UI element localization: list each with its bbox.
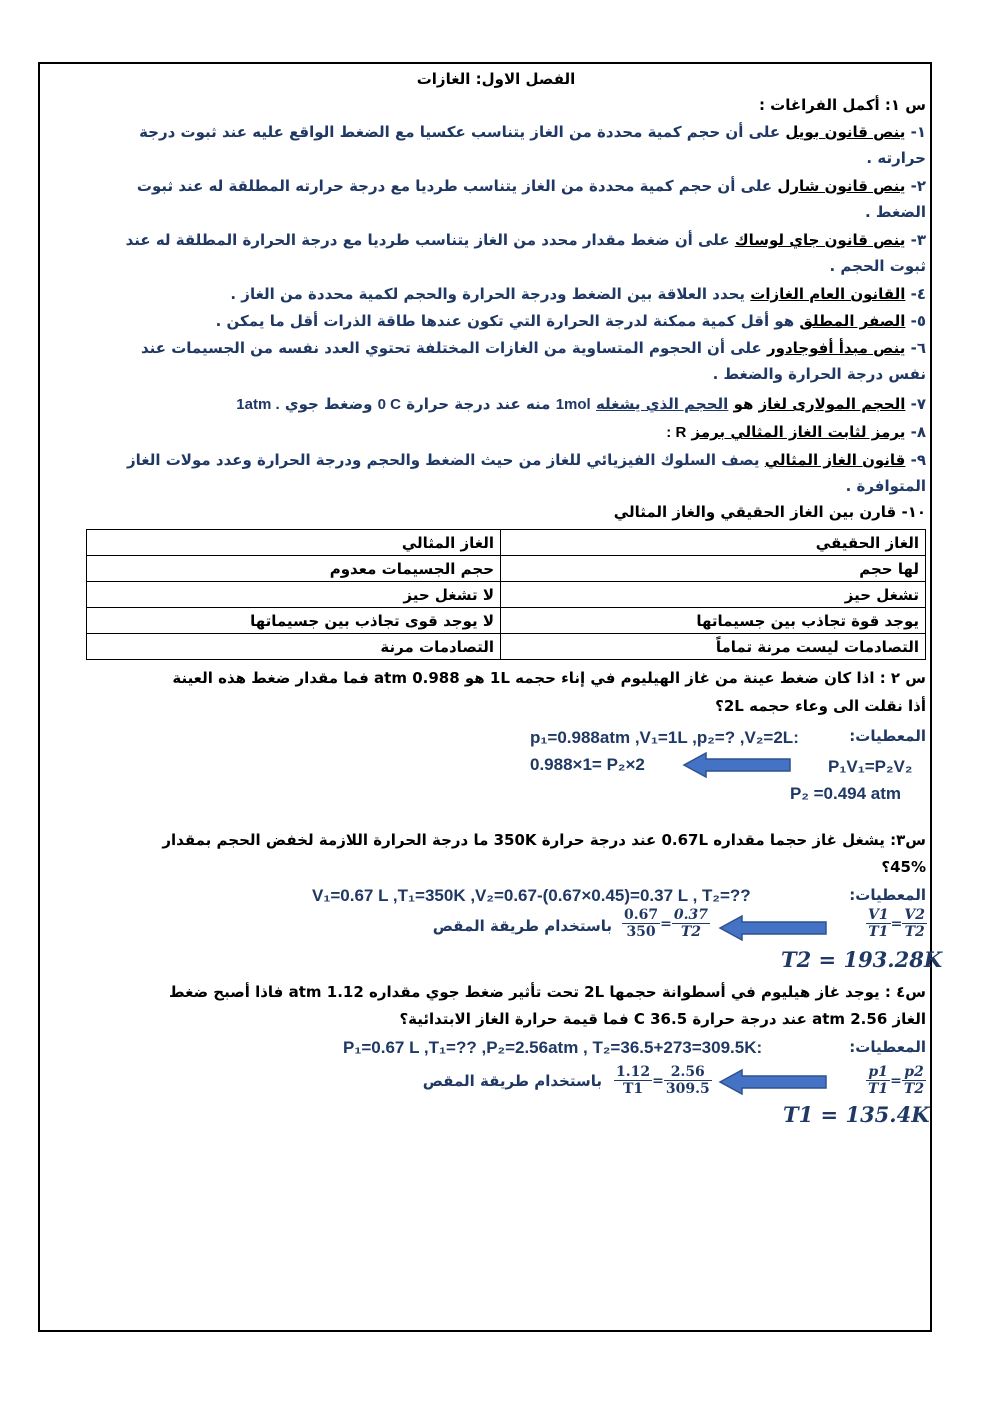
left-arrow-icon: [718, 914, 830, 942]
q3-text-line2: 45%؟: [881, 858, 926, 876]
q1-item-1-cont: حرارته .: [866, 149, 926, 167]
q3-law-fraction: $\frac{V1}{T1}$ = $\frac{V2}{T2}$: [868, 907, 925, 940]
table-row: [87, 634, 926, 660]
q1-item-3-cont: ثبوت الحجم .: [829, 257, 926, 275]
table-row: [87, 582, 926, 608]
q1-item-9-cont: المتوافرة .: [845, 477, 926, 495]
q1-item-6-cont: نفس درجة الحرارة والضغط .: [712, 365, 926, 383]
q2-text-line1: س ٢ : اذا كان ضغط عينة من غاز الهيليوم في إناء حجمه 1L هو 0.988 atm فما مقدار ضغط هذه العينة: [172, 669, 926, 687]
left-arrow-icon: [682, 751, 794, 779]
q4-result: T1 = 135.4K: [783, 1102, 930, 1127]
q1-item-8: ٨- يرمز لثابت الغاز المثالي برمز : R: [666, 423, 926, 441]
q3-given-values: V₁=0.67 L ,T₁=350K ,V₂=0.67-(0.67×0.45)=0.37 L , T₂=??: [312, 886, 751, 905]
q2-law: P₁V₁=P₂V₂: [828, 757, 913, 776]
q3-text-line1: س٣: يشغل غاز حجما مقداره 0.67L عند درجة حرارة 350K ما درجة الحرارة اللازمة لخفض الحجم بمقدار: [162, 831, 926, 849]
q2-result: P₂ =0.494 atm: [790, 784, 902, 803]
q1-item-3: ٣- ينص قانون جاي لوساك على أن ضغط مقدار محدد من الغاز يتناسب طرديا مع درجة الحرارة المطلقة له عند: [125, 231, 926, 249]
q3-method: باستخدام طريقة المقص: [432, 917, 612, 935]
q1-item-1: ١- ينص قانون بويل على أن حجم كمية محددة من الغاز يتناسب عكسيا مع الضغط الواقع عليه عند ثبوت درجة: [139, 123, 926, 141]
q4-text-line2: الغاز 2.56 atm عند درجة حرارة 36.5 C فما قيمة حرارة الغاز الابتدائية؟: [399, 1010, 926, 1028]
q4-law-fraction: $\frac{p1}{T1}$ = $\frac{p2}{T2}$: [868, 1064, 925, 1097]
q3-result: T2 = 193.28K: [781, 947, 943, 972]
q1-item-2-cont: الضغط .: [864, 203, 926, 221]
table-cell: التصادمات مرنة: [87, 634, 501, 660]
table-cell: تشغل حيز: [501, 582, 926, 608]
q2-given-values: p₁=0.988atm ,V₁=1L ,p₂=? ,V₂=2L:: [530, 728, 799, 747]
comparison-table: [86, 529, 926, 660]
q2-text-line2: أذا نقلت الى وعاء حجمه 2L؟: [715, 697, 926, 715]
q4-text-line1: س٤ : يوجد غاز هيليوم في أسطوانة حجمها 2L تحت تأثير ضغط جوي مقداره 1.12 atm فاذا أصبح ضغط: [169, 983, 926, 1001]
q4-given-values: P₁=0.67 L ,T₁=?? ,P₂=2.56atm , T₂=36.5+273=309.5K:: [343, 1038, 763, 1057]
table-cell: حجم الجسيمات معدوم: [87, 556, 501, 582]
q1-item-6: ٦- ينص مبدأ أفوجادور على أن الحجوم المتساوية من الغازات المختلفة تحتوي العدد نفسه من الجسيمات عند: [140, 339, 926, 357]
table-cell: التصادمات ليست مرنة تماماً: [501, 634, 926, 660]
table-cell: لها حجم: [501, 556, 926, 582]
q3-given-label: المعطيات:: [849, 886, 926, 904]
table-row: [87, 556, 926, 582]
table-cell: يوجد قوة تجاذب بين جسيماتها: [501, 608, 926, 634]
q2-given-label: المعطيات:: [849, 727, 926, 745]
q4-method: باستخدام طريقة المقص: [422, 1072, 602, 1090]
q1-item-7: ٧- الحجم المولارى لغاز هو الحجم الذي يشغله 1mol منه عند درجة حرارة 0 C وضغط جوي 1atm .: [236, 395, 926, 413]
q4-sub-fraction: $\frac{1.12}{T1}$ = $\frac{2.56}{309.5}$: [616, 1064, 710, 1097]
q1-item-5: ٥- الصفر المطلق هو أقل كمية ممكنة لدرجة الحرارة التي تكون عندها طاقة الذرات أقل ما يمكن .: [215, 312, 926, 330]
q3-sub-fraction: $\frac{0.67}{350}$ = $\frac{0.37}{T2}$: [624, 907, 708, 940]
table-row: [87, 608, 926, 634]
table-header-row: [87, 530, 926, 556]
q2-substitution: 0.988×1= P₂×2: [530, 755, 645, 774]
table-cell: لا تشغل حيز: [87, 582, 501, 608]
q4-given-label: المعطيات:: [849, 1038, 926, 1056]
q1-item-9: ٩- قانون الغاز المثالي يصف السلوك الفيزيائي للغاز من حيث الضغط والحجم ودرجة الحرارة وعدد مولات الغاز: [127, 451, 926, 469]
q1-header: س ١: أكمل الفراغات :: [758, 96, 926, 114]
table-cell: لا يوجد قوى تجاذب بين جسيماتها: [87, 608, 501, 634]
table-header-ideal: الغاز المثالي: [87, 530, 501, 556]
q1-item-2: ٢- ينص قانون شارل على أن حجم كمية محددة من الغاز يتناسب طرديا مع درجة حرارته المطلقة له عند ثبوت: [136, 177, 926, 195]
compare-title: ١٠- قارن بين الغاز الحقيقي والغاز المثالي: [613, 503, 926, 521]
table-header-real: الغاز الحقيقي: [501, 530, 926, 556]
left-arrow-icon: [718, 1068, 830, 1096]
q1-item-4: ٤- القانون العام الغازات يحدد العلاقة بين الضغط ودرجة الحرارة والحجم لكمية محددة من الغاز .: [230, 285, 926, 303]
page-title: الفصل الاول: الغازات: [416, 70, 576, 88]
